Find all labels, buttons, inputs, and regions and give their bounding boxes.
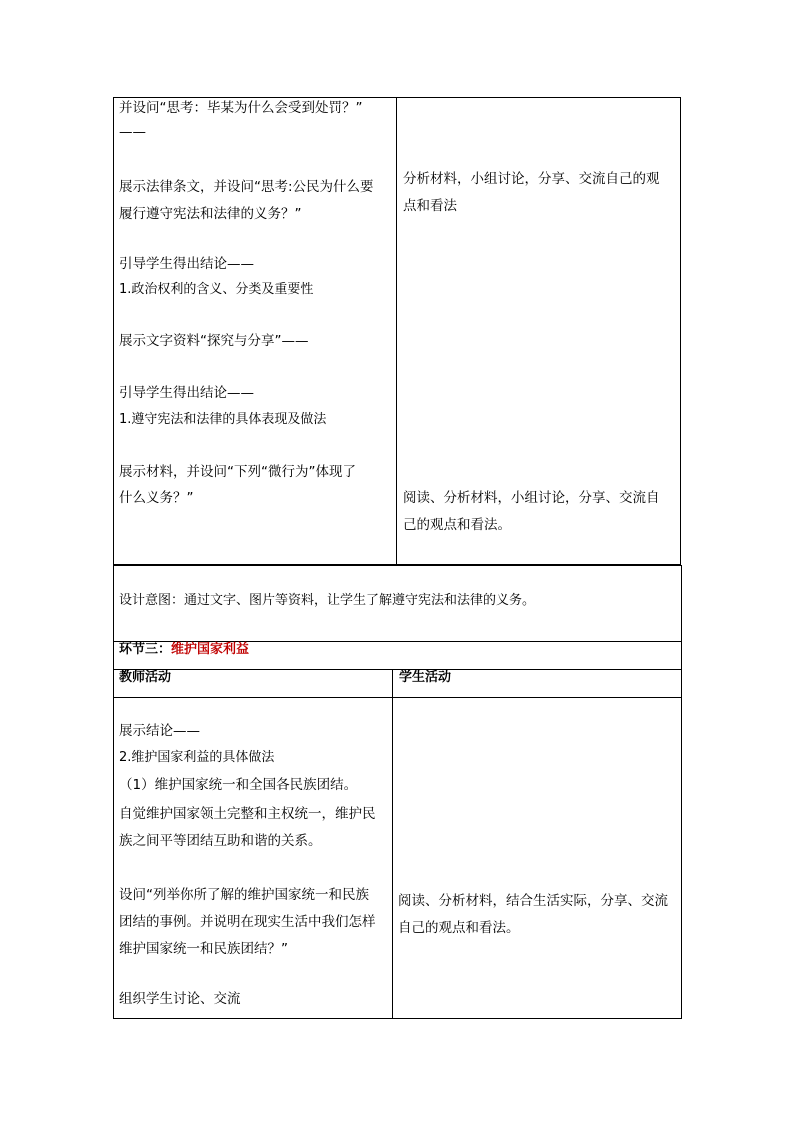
text-line: 履行遵守宪法和法律的义务？” bbox=[119, 206, 302, 222]
text-line: 展示文字资料“探究与分享”—— bbox=[119, 333, 309, 349]
text-line: 维护国家统一和民族团结？” bbox=[119, 941, 288, 957]
section-name: 维护国家利益 bbox=[171, 642, 250, 657]
upper-column-divider bbox=[396, 97, 397, 565]
text-line: 族之间平等团结互助和谐的关系。 bbox=[119, 833, 322, 849]
text-line: 分析材料，小组讨论，分享、交流自己的观 bbox=[403, 171, 660, 187]
text-line: 2.维护国家利益的具体做法 bbox=[119, 750, 275, 765]
student-activity-header: 学生活动 bbox=[399, 670, 452, 685]
text-line: 阅读、分析材料，结合生活实际，分享、交流 bbox=[398, 893, 668, 909]
text-line: （1）维护国家统一和全国各民族团结。 bbox=[119, 777, 358, 793]
text-line: 团结的事例。并说明在现实生活中我们怎样 bbox=[119, 914, 376, 930]
section-title bbox=[119, 637, 249, 663]
text-line: 阅读、分析材料，小组讨论，分享、交流自 bbox=[403, 490, 660, 506]
text-line: 1.政治权利的含义、分类及重要性 bbox=[119, 282, 314, 297]
row-divider-headers bbox=[113, 697, 682, 698]
section-label: 环节三： bbox=[119, 642, 172, 657]
text-line: —— bbox=[119, 124, 146, 140]
text-line: 组织学生讨论、交流 bbox=[119, 991, 241, 1007]
text-line: 自觉维护国家领土完整和主权统一，维护民 bbox=[119, 806, 376, 822]
text-line: 展示结论—— bbox=[119, 723, 200, 739]
text-line: 展示材料，并设问“下列“微行为”体现了 bbox=[119, 464, 356, 480]
text-line: 什么义务？” bbox=[119, 490, 194, 506]
text-line: 引导学生得出结论—— bbox=[119, 256, 254, 272]
text-line: 点和看法 bbox=[403, 198, 457, 214]
row-divider-section-title bbox=[113, 669, 682, 670]
text-line: 并设问“思考：毕某为什么会受到处罚？” bbox=[119, 100, 363, 116]
text-line: 自己的观点和看法。 bbox=[398, 920, 520, 936]
text-line: 设问“列举你所了解的维护国家统一和民族 bbox=[119, 887, 369, 903]
text-line: 1.遵守宪法和法律的具体表现及做法 bbox=[119, 412, 327, 427]
lower-column-divider bbox=[392, 669, 393, 1019]
text-line: 己的观点和看法。 bbox=[403, 517, 511, 533]
text-line: 展示法律条文，并设问“思考:公民为什么要 bbox=[119, 179, 374, 195]
text-line: 引导学生得出结论—— bbox=[119, 385, 254, 401]
design-intent: 设计意图：通过文字、图片等资料，让学生了解遵守宪法和法律的义务。 bbox=[119, 593, 536, 608]
teacher-activity-header: 教师活动 bbox=[119, 670, 172, 685]
